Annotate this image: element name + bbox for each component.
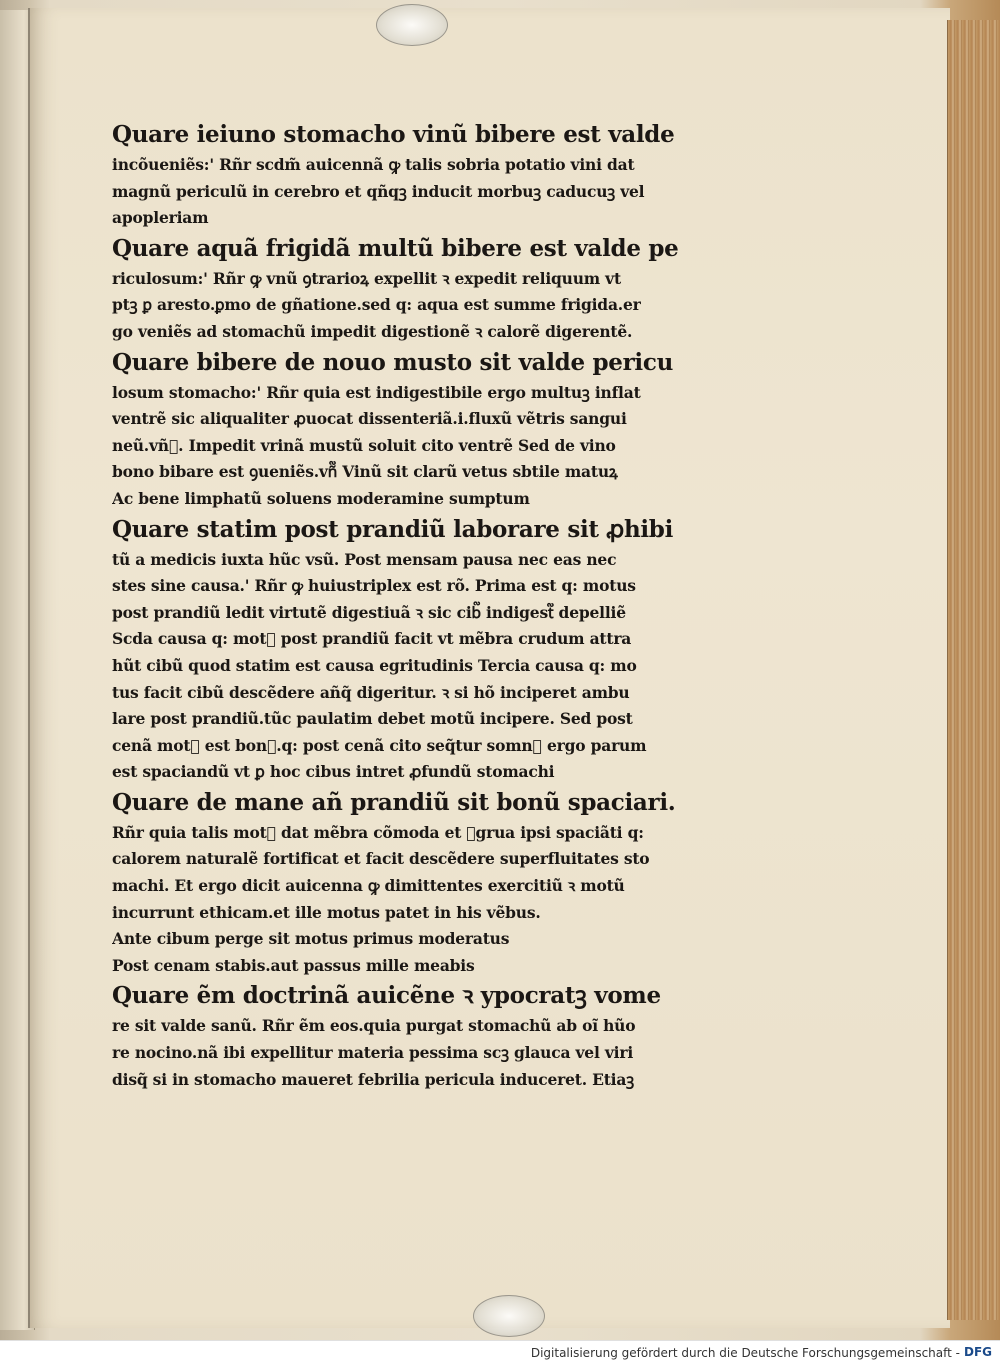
text-line: Ante cibum perge sit motus primus moderatus (112, 929, 510, 949)
text-line: calorem naturalẽ fortificat et facit descẽdere superfluitates sto (112, 849, 650, 869)
text-line: losum stomacho:' Rñr quia est indigestibile ergo multuꝫ inflat (112, 382, 641, 402)
bottom-page-clip (473, 1295, 545, 1337)
text-line: re sit valde sanũ. Rñr ẽm eos.quia purgat stomachũ ab oĩ hũo (112, 1016, 636, 1036)
text-line: est spaciandũ vt ꝑ hoc cibus intret ꝓfundũ stomachi (112, 762, 555, 782)
chapter-heading-line: Quare ieiuno stomacho vinũ bibere est valde (112, 121, 675, 148)
chapter-heading-line: Quare statim post prandiũ laborare sit ꝓhibi (112, 515, 674, 543)
text-line: incõueniẽs:' Rñr scdm̃ auicennã ꝙ talis sobria potatio vini dat (112, 155, 635, 174)
chapter-heading-line: Quare ẽm doctrinã auicẽne ꝛ ypocratꝫ vome (112, 982, 661, 1010)
text-line: machi. Et ergo dicit auicenna ꝙ dimittentes exercitiũ ꝛ motũ (112, 876, 625, 896)
text-line: Post cenam stabis.aut passus mille meabis (112, 955, 475, 975)
funding-notice: Digitalisierung gefördert durch die Deutsche Forschungsgemeinschaft - (530, 1346, 960, 1360)
text-line: incurrunt ethicam.et ille motus patet in his vẽbus. (112, 902, 541, 922)
text-line: post prandiũ ledit virtutẽ digestiuã ꝛ sic cib᷑ indigest᷑ depelliẽ (112, 602, 626, 622)
text-line: ptꝫ ꝑ aresto.ꝑmo de gñatione.sed q: aqua est summe frigida.er (112, 295, 641, 315)
text-line: tus facit cibũ descẽdere añq̃ digeritur. ꝛ si hõ inciperet ambu (112, 682, 630, 702)
text-line: magnũ periculũ in cerebro et qñqꝫ inducit morbuꝫ caducuꝫ vel (112, 181, 645, 201)
text-line: tũ a medicis iuxta hũc vsũ. Post mensam pausa nec eas nec (112, 549, 617, 569)
text-line: stes sine causa.' Rñr ꝙ huiustriplex est rõ. Prima est q: motus (112, 576, 636, 596)
text-line: neũ.vñ᷑. Impedit vrinã mustũ soluit cito ventrẽ Sed de vino (112, 435, 616, 455)
text-line: lare post prandiũ.tũc paulatim debet motũ incipere. Sed post (112, 709, 633, 729)
text-line: apopleriam (112, 208, 209, 228)
text-line: Rñr quia talis mot᷑ dat mẽbra cõmoda et ꝯgrua ipsi spaciãti q: (112, 822, 644, 842)
text-line: go veniẽs ad stomachũ impedit digestionẽ ꝛ calorẽ digerentẽ. (112, 321, 633, 341)
text-line: Ac bene limphatũ soluens moderamine sumptum (112, 488, 530, 508)
text-line: hũt cibũ quod statim est causa egritudinis Tercia causa q: mo (112, 655, 637, 675)
text-line: re nocino.nã ibi expellitur materia pessima scꝫ glauca vel viri (112, 1043, 634, 1063)
text-line: cenã mot᷑ est bon᷑.q: post cenã cito seq̃tur somn᷑ ergo parum (112, 735, 647, 755)
text-line: disq̃ si in stomacho maueret febrilia pericula induceret. Etiaꝫ (112, 1069, 634, 1089)
text-line: bono bibare est ꝯueniẽs.vñ᷑ Vinũ sit clarũ vetus sbtile matuꝝ (112, 462, 618, 482)
dfg-logo: DFG (963, 1345, 992, 1359)
text-line: Scda causa q: mot᷑ post prandiũ facit vt mẽbra crudum attra (112, 629, 632, 649)
text-line: riculosum:' Rñr ꝙ vnũ ꝯtrarioꝝ expellit ꝛ expedit reliquum vt (112, 268, 621, 288)
footer-bar (0, 1340, 1000, 1366)
incunable-text-block (112, 118, 712, 1093)
text-line: ventrẽ sic aliqualiter ꝓuocat dissenteriã.i.fluxũ vẽtris sangui (112, 409, 627, 429)
chapter-heading-line: Quare aquã frigidã multũ bibere est valde pe (112, 234, 679, 262)
chapter-heading-line: Quare de mane añ prandiũ sit bonũ spaciari. (112, 788, 676, 816)
chapter-heading-line: Quare bibere de nouo musto sit valde pericu (112, 348, 673, 376)
top-page-clip (376, 4, 448, 46)
page-edges-stack (947, 20, 1000, 1320)
